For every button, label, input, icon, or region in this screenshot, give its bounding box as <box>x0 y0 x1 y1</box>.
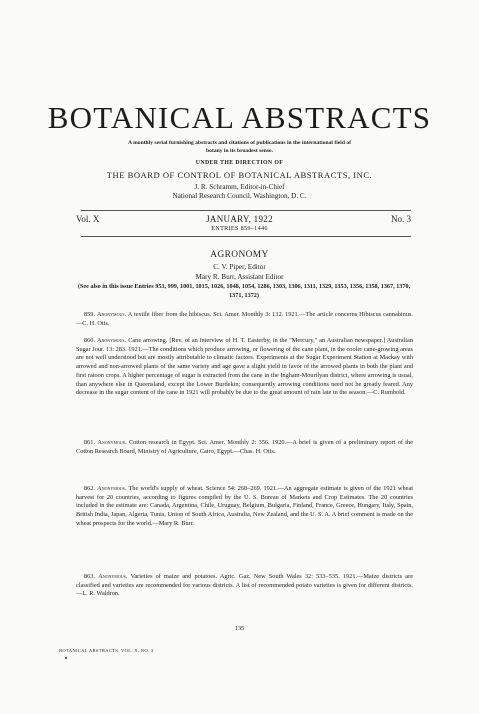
abstract-entry <box>76 311 413 328</box>
section-editor: C. V. Piper, Editor <box>213 263 266 271</box>
section-title: AGRONOMY <box>210 250 269 260</box>
editor-block <box>0 183 479 201</box>
issue-date: JANUARY, 1922 <box>206 214 273 224</box>
footer-mark <box>65 657 67 659</box>
entry-text: Varieties of maize and potatoes. Agric. Gaz. New South Wales 32: 533–535. 1921.—Maize districts are classified and varieties are recommended for various districts. A list of recommended potato varieties is given for different districts.—L. R. Waldron. <box>76 573 413 598</box>
issue-number: No. 3 <box>391 214 411 224</box>
subtitle-line-1: A monthly serial furnishing abstracts and citations of publications in the international field of <box>128 140 351 146</box>
council-line: National Research Council, Washington, D. C. <box>172 192 307 200</box>
entries-range: ENTRIES 859–1446 <box>211 225 268 232</box>
entry-text: Cane arrowing. [Rev. of an interview of H. T. Easterby, in the "Mercury," an Australian newspaper.] Australian Sugar Jour. 13: 283. 1921.—The conditions which produce arrowing, or flowering of the cane plant, in the cooler cane-growing areas are not well understood but are mostly attributable to climatic factors. Experiments at the Sugar Experiment Station at Mackay with arrowed and non-arrowed plants of the same variety and age gave a slight yield in favor of the arrowed plants in both the plant and first ratoon crops. A higher percentage of sugar is extracted from the cane in the Ingham-Mourilyan district, where arrowing is usual, than anywhere else in Queensland, except the Lower Burdekin; consequently arrowing conditions need not be greatly feared. Any decrease in the sugar content of the cane in 1921 will probably be due to the great amount of rain late in the season.—C. Rumbold. <box>76 337 413 397</box>
section-assistant-editor: Mary R. Burr, Assistant Editor <box>195 273 284 281</box>
volume-label: Vol. X <box>76 214 100 224</box>
entry-author: Anonymous. <box>98 573 128 580</box>
top-rule <box>81 210 411 211</box>
entry-author: Anonymous. <box>97 485 127 492</box>
entry-text: Cotton research in Egypt. Sci. Amer. Monthly 2: 356. 1920.—A brief is given of a preliminary report of the Cotton Research Board, Ministry of Agriculture, Cairo, Egypt.—Chas. H. Otis. <box>76 439 413 455</box>
see-also-note: (See also in this issue Entries 953, 999, 1001, 1015, 1026, 1048, 1054, 1286, 1303, 1306, 1311, 1329, 1353, 1356, 1358, 1367, 1370, 1371, 1372) <box>77 283 411 299</box>
editor-in-chief: J. R. Schramm, Editor-in-Chief <box>194 183 285 191</box>
entry-author: Anonymous. <box>96 337 127 344</box>
entry-number: 860. <box>84 337 96 344</box>
journal-title: BOTANICAL ABSTRACTS <box>47 100 432 135</box>
page-number: 135 <box>234 625 245 632</box>
entry-number: 863. <box>84 573 96 580</box>
abstract-entry <box>76 485 413 529</box>
abstract-entry <box>76 337 413 398</box>
footer-signature: BOTANICAL ABSTRACTS, VOL. X, NO. 3 <box>59 648 154 653</box>
entry-author: Anonymous. <box>97 439 127 446</box>
entry-number: 859. <box>84 311 96 318</box>
abstract-entry <box>76 439 413 456</box>
entry-author: Anonymous. <box>96 311 127 318</box>
entry-text: A textile fiber from the hibiscus. Sci. Amer. Monthly 3: 132. 1921.—The article concerns Hibiscus cannabinus.—C. H. Otis. <box>76 311 413 327</box>
entry-number: 861. <box>84 439 96 446</box>
journal-subtitle <box>0 139 479 155</box>
entry-text: The world's supply of wheat. Science 54: 268–269. 1921.—An aggregate estimate is given of the 1921 wheat harvest for 20 countries, according to figures compiled by the U. S. Bureau of Markets and Crop Estimates. The 20 countries included in the estimate are: Canada, Argentina, Chile, Uruguay, Belgium, Bulgaria, Finland, France, Greece, Hungary, Italy, Spain, British India, Japan, Algeria, Tunis, Union of South Africa, Australia, New Zealand, and the U. S. A. A brief comment is made on the wheat prospects for the world.—Mary R. Burr. <box>76 485 413 527</box>
under-direction: UNDER THE DIRECTION OF <box>195 160 284 166</box>
entry-number: 862. <box>84 485 96 492</box>
bottom-rule <box>81 236 411 237</box>
board-of-control: THE BOARD OF CONTROL OF BOTANICAL ABSTRACTS, INC. <box>106 170 373 180</box>
abstract-entry <box>76 573 413 599</box>
subtitle-line-2: botany in its broadest sense. <box>206 148 273 154</box>
